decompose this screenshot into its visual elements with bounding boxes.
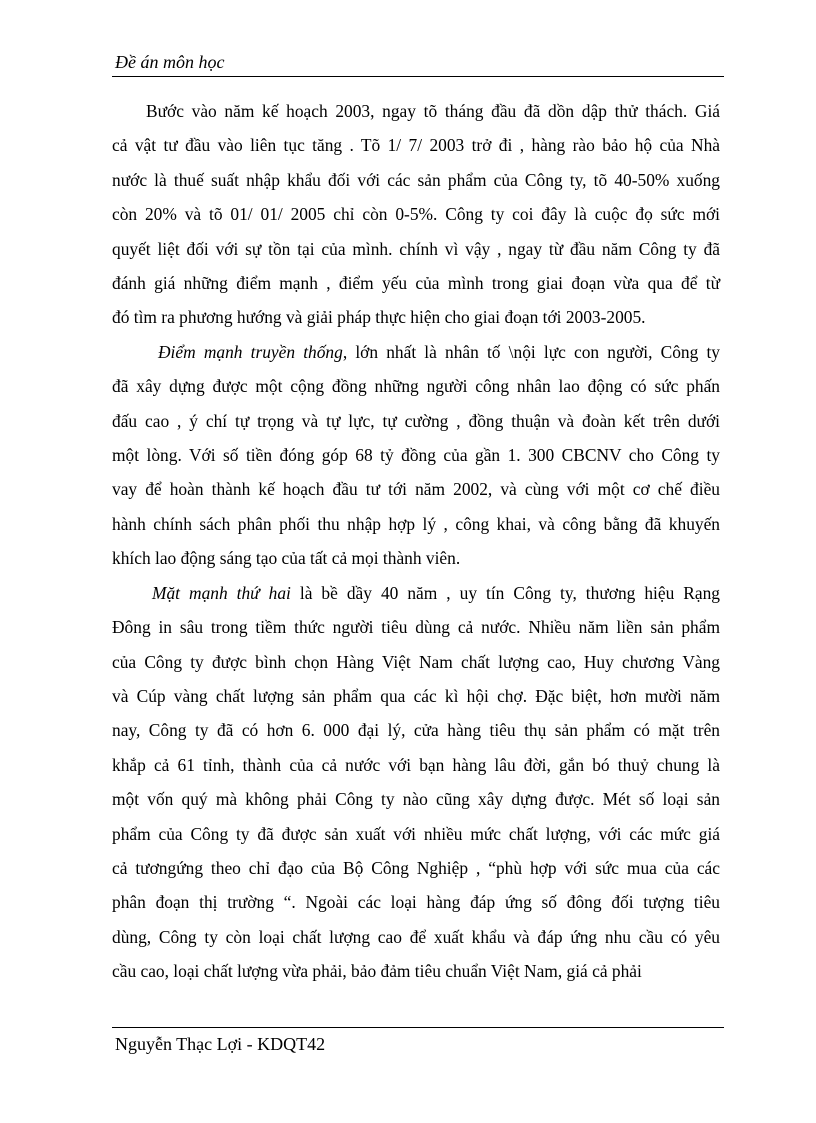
paragraph-3 <box>112 576 720 989</box>
paragraph-line: Đông in sâu trong tiềm thức người tiêu dùng cả nước. Nhiều năm liền sản phẩm <box>112 617 720 638</box>
paragraph-line: nay, Công ty đã có hơn 6. 000 đại lý, cửa hàng tiêu thụ sản phẩm có mặt trên <box>112 720 720 741</box>
header-title: Đề án môn học <box>115 52 225 72</box>
paragraph-line: đấu cao , ý chí tự trọng và tự lực, tự cường , đồng thuận và đoàn kết trên dưới <box>112 410 720 431</box>
paragraph-line: cả tươngứng theo chỉ đạo của Bộ Công Nghiệp , “phù hợp với sức mua của các <box>112 857 720 878</box>
paragraph-line: khắp cả 61 tỉnh, thành của cả nước với bạn hàng lâu đời, gắn bó thuỷ chung là <box>112 754 720 775</box>
paragraph-line: của Công ty được bình chọn Hàng Việt Nam chất lượng cao, Huy chương Vàng <box>112 651 720 672</box>
paragraph-line: đánh giá những điểm mạnh , điểm yếu của mình trong giai đoạn vừa qua để từ <box>112 273 720 294</box>
paragraph-line: nước là thuế suất nhập khẩu đối với các sản phẩm của Công ty, tõ 40-50% xuống <box>112 169 720 190</box>
paragraph-line-rest: , lớn nhất là nhân tố \nội lực con người, Công ty <box>342 341 720 362</box>
paragraph-line: cả vật tư đầu vào liên tục tăng . Tõ 1/ 7/ 2003 trở đi , hàng rào bảo hộ của Nhà <box>112 135 720 156</box>
paragraph-line: vay để hoàn thành kế hoạch đầu tư tới năm 2002, và cùng với một cơ chế điều <box>112 479 720 500</box>
paragraph-line: một vốn quý mà không phải Công ty nào cũng xây dựng được. Mét số loại sản <box>112 789 720 810</box>
paragraph-1 <box>112 94 720 335</box>
paragraph-line: một lòng. Với số tiền đóng góp 68 tỷ đồng của gần 1. 300 CBCNV cho Công ty <box>112 445 720 466</box>
page-header <box>112 50 724 77</box>
paragraph-line: và Cúp vàng chất lượng sản phẩm qua các kì hội chợ. Đặc biệt, hơn mười năm <box>112 685 720 706</box>
paragraph-line: quyết liệt đối với sự tồn tại của mình. chính vì vậy , ngay từ đầu năm Công ty đã <box>112 238 720 259</box>
document-body <box>112 94 720 989</box>
paragraph-line: đó tìm ra phương hướng và giải pháp thực hiện cho giai đoạn tới 2003-2005. <box>112 307 646 328</box>
emphasis-lead: Mặt mạnh thứ hai <box>152 582 291 603</box>
paragraph-line-rest: là bề dầy 40 năm , uy tín Công ty, thương hiệu Rạng <box>290 582 720 603</box>
paragraph-line: phân đoạn thị trường “. Ngoài các loại hàng đáp ứng số đông đối tượng tiêu <box>112 892 720 913</box>
paragraph-first-line <box>112 576 720 610</box>
paragraph-line: cầu cao, loại chất lượng vừa phải, bảo đảm tiêu chuẩn Việt Nam, giá cả phải <box>112 961 642 982</box>
paragraph-line: dùng, Công ty còn loại chất lượng cao để xuất khẩu và đáp ứng nhu cầu có yêu <box>112 926 720 947</box>
paragraph-line: khích lao động sáng tạo của tất cả mọi thành viên. <box>112 548 461 569</box>
footer-divider <box>112 1027 724 1028</box>
paragraph-line: Bước vào năm kế hoạch 2003, ngay tõ tháng đầu đã dồn dập thử thách. Giá <box>146 101 720 121</box>
paragraph-first-line <box>112 335 720 369</box>
paragraph-line: hành chính sách phân phối thu nhập hợp lý , công khai, và công bằng đã khuyến <box>112 513 720 534</box>
footer-author: Nguyễn Thạc Lợi - KDQT42 <box>115 1034 326 1054</box>
paragraph-line: phẩm của Công ty đã được sản xuất với nhiều mức chất lượng, với các mức giá <box>112 823 720 844</box>
emphasis-lead: Điểm mạnh truyền thống <box>158 341 343 362</box>
paragraph-2 <box>112 335 720 576</box>
paragraph-line: đã xây dựng được một cộng đồng những người công nhân lao động có sức phấn <box>112 376 720 397</box>
paragraph-line: còn 20% và tõ 01/ 01/ 2005 chỉ còn 0-5%. Công ty coi đây là cuộc đọ sức mới <box>112 204 720 225</box>
